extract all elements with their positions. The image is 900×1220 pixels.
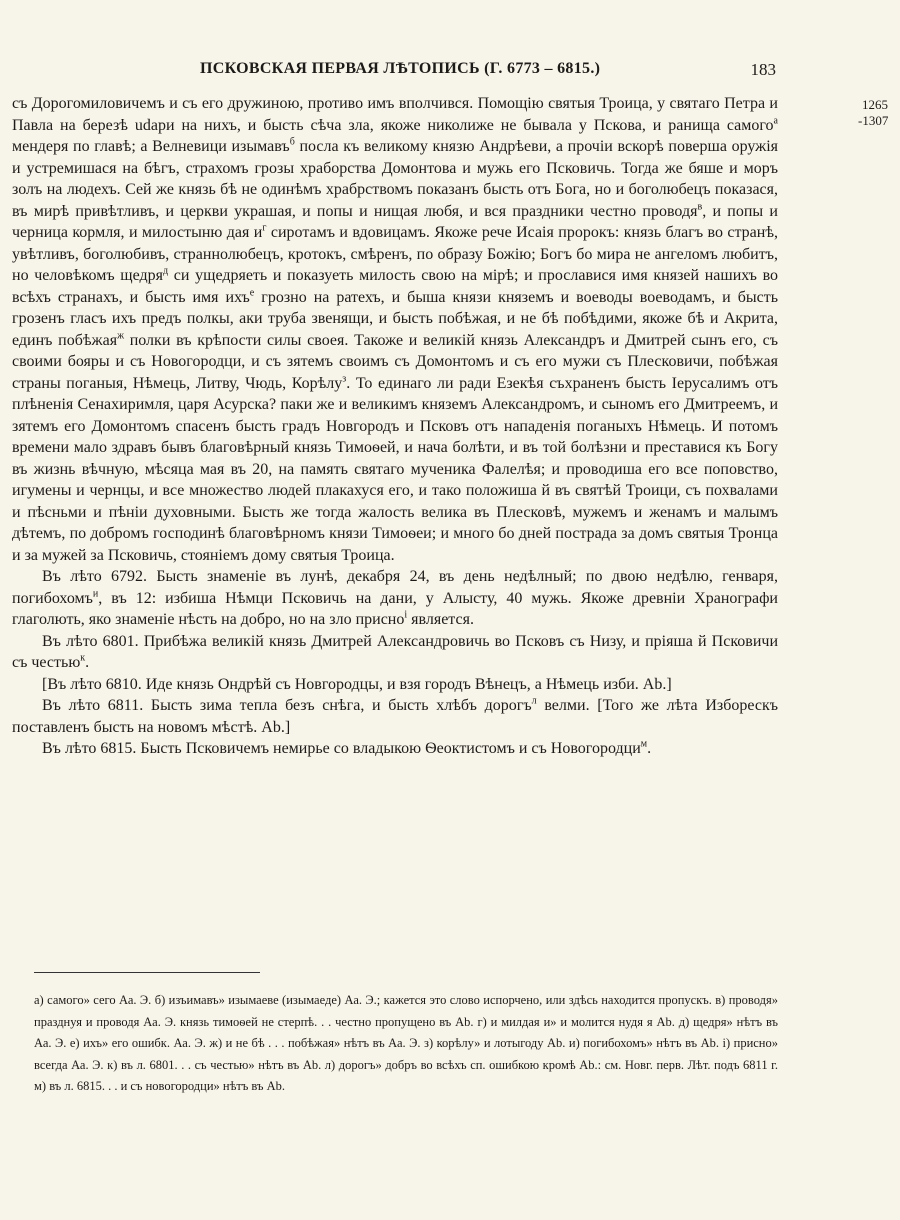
paragraph: Въ лѣто 6801. Прибѣжа великій князь Дмитрей Александровичь во Псковъ съ Низу, и пріяша й Псковичи съ честью$^к$.: [12, 632, 778, 671]
footnote-mark: і: [404, 609, 408, 621]
footnote-mark: д: [163, 265, 169, 277]
paragraph: [Въ лѣто 6810. Иде князь Ондрѣй съ Новгородцы, и взя городъ Вѣнецъ, а Нѣмець изби. Аb.]: [42, 675, 672, 693]
footnote-text: а) самого» сего Аа. Э. б) изъимавъ» изымаеве (изымаеде) Аа. Э.; кажется это слово испорчено, или здѣсь находится пропускъ. в) проводя» празднуя и проводя Аа. Э. князь тимоѳей не стерпѣ. . . честно пропущено въ Аb. г) и милдая и» и молится нудя я Аb. д) щедря» нѣтъ въ Аа. Э. е) ихъ» его ошибк. Аа. Э. ж) и не бѣ . . . побѣжая» нѣтъ въ Аа. Э. з) корѣлу» и лотыгоду Аb. и) погибохомъ» нѣтъ въ Аb. і) присно» всегда Аа. Э. к) въ л. 6801. . . съ честью» нѣтъ въ Аb. л) дорогъ» добръ во всѣхъ сп. ошибкою кромѣ Аb.: см. Новг. перв. Лѣт. подъ 6811 г. м) въ л. 6815. . . и съ новогородци» нѣтъ въ Аb.: [34, 993, 778, 1093]
footnote-mark: л: [531, 695, 537, 707]
footnote-mark: м: [640, 738, 648, 750]
footnote-divider: [34, 972, 260, 973]
paragraph: Въ лѣто 6811. Бысть зима тепла безъ снѣга, и бысть хлѣбъ дорогъ$^л$ велми. [Того же лѣта Изборескъ поставленъ бысть на новомъ мѣстѣ. Аb.]: [12, 695, 779, 736]
paragraph: съ Дорогомиловичемъ и съ его дружиною, противо имъ вполчився. Помощію святыя Троица, у святаго Петра и Павла на березѣ udари на нихъ, и бысть сѣча зла, якоже николиже не бывала у Пскова, и ранища самого$^а$ мендеря по главѣ; а Велневици изымавъ$^б$ посла къ великому князю Андрѣеви, а прочіи вскорѣ поверша оружія и устремишася на бѣгъ, страхомъ грозы храборства Домонтова и мужь его Псковичь. Тогда же бяше и моръ золъ на людехъ. Сей же князь бѣ не одинѣмъ храбрствомъ показанъ бысть отъ Бога, но и боголюбецъ показася, въ мирѣ привѣтливъ, и церкви украшая, и попы и нищая любя, и вся праздники честно проводя$^в$, и попы и черница кормля, и милостыню дая $и^г$ сиротамъ и вдовицамъ. Якоже рече Исаія пророкъ: князь благъ во странѣ, увѣтливъ, боголюбивъ, страннолюбецъ, кротокъ, смѣренъ, по образу Божію; Богъ бо мира не ангеломъ любитъ, но человѣкомъ щедря$^д$ си ущедряеть и показуеть милость свою на мірѣ; и прославися имя князей нашихъ во всѣхъ странахъ, и бысть имя ихъ$^е$ грозно на ратехъ, и быша князи княземъ и воеводы воеводамъ, и бысть грозенъ гласъ ихъ предъ полкы, аки труба звенящи, и бысть побѣжая, и не бѣ побѣдими, якоже бѣ и Акрита, единъ побѣжая$^ж$ полки въ крѣпости силы своея. Такоже и великій князь Александръ и Дмитрей сынъ его, съ своими бояры и съ Новогородци, и съ зятемъ своимъ съ Домонтомъ и съ его мужи съ Плесковичи, побѣжая страны поганыя, Нѣмець, Литву, Чюдь, Корѣлу$^з$. То единаго ли ради Езекѣя съхраненъ бысть Іерусалимъ отъ плѣненія Сенахиримля, царя Асурска? паки же и великимъ княземъ Александромъ, и сыномъ его Дмитреемъ, и зятемъ его Домонтомъ спасенъ бысть градъ Новгородъ и Псковъ отъ нападенія поганыхъ Нѣмець. И потомъ времени мало здравъ бывъ благовѣрный князь Тимоѳей, и нача болѣти, и въ той болѣзни и преставися къ Богу въ жизнь вѣчную, мѣсяца мая въ 20, на память святаго мученика Фалелѣя; и проводиша его все поповство, игумены и чернцы, и все множество людей плакахуся его, и тако положиша й въ святѣй Троици, съ похвалами и пѣсньми и пѣніи духовными. Бысть же тогда жалость велика въ Плесковѣ, мужемъ и женамъ и малымъ дѣтемъ, по добромъ господинѣ благовѣрномъ князи Тимоѳеи; и много бо дней пострада за домъ святыя Тронца и за мужей за Псковичь, стояніемъ дому святыя Троица.: [12, 95, 779, 564]
footnote-mark: в: [697, 201, 703, 213]
running-title: ПСКОВСКАЯ ПЕРВАЯ ЛѢТОПИСЬ (Г. 6773 – 6815.): [200, 60, 601, 77]
footnote-mark: к: [80, 652, 86, 664]
chronicle-text: [12, 93, 778, 760]
footnotes: [34, 990, 778, 1098]
page-number: 183: [750, 60, 776, 79]
paragraph: Въ лѣто 6792. Бысть знаменіе въ лунѣ, декабря 24, въ день недѣлный; по двою недѣлю, генваря, погибохомъ$^и$, въ 12: избиша Нѣмци Псковичь на дани, у Алысту, 40 мужь. Якоже древніи Хранографи глаголють, яко знаменіе нѣсть на добро, но на зло присно$^і$ является.: [12, 568, 778, 628]
page-header: [0, 60, 900, 82]
margin-year-range: 1265 -1307: [858, 97, 889, 128]
footnote-mark: а: [773, 115, 778, 127]
footnote-mark: з: [342, 373, 347, 385]
footnote-mark: ж: [117, 330, 124, 342]
paragraph: Въ лѣто 6815. Бысть Псковичемъ немирье со владыкою Ѳеоктистомъ и съ Новогородци$^м$.: [42, 738, 652, 757]
footnote-mark: и: [92, 588, 99, 600]
footnote-mark: г: [262, 222, 267, 234]
footnote-mark: б: [289, 136, 295, 148]
footnote-mark: е: [249, 287, 255, 299]
